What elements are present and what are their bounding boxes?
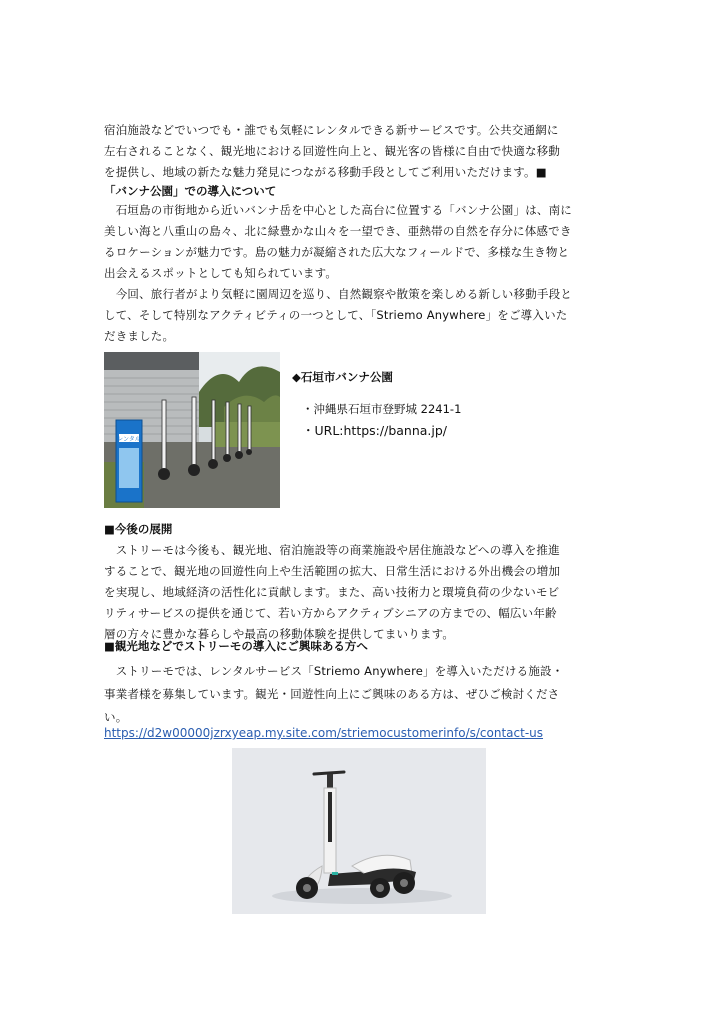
interest-line: ストリーモでは、レンタルサービス「Striemo Anywhere」を導入いただける施設・ [104,664,564,678]
banna-line: だきました。 [104,329,175,343]
intro-line: を提供し、地域の新たな魅力発見につながる移動手段としてご利用いただけます。■ [104,165,547,179]
future-line: ストリーモは今後も、観光地、宿泊施設等の商業施設や居住施設などへの導入を推進 [104,543,560,557]
future-section-heading: ■今後の展開 [104,522,173,536]
interest-section-heading: ■観光地などでストリーモの導入にご興味ある方へ [104,639,368,653]
banna-line: 美しい海と八重山の島々、北に緑豊かな山々を一望でき、亜熱帯の自然を存分に体感でき [104,224,572,238]
banna-paragraph [104,200,624,347]
striemo-scooter-photo [232,748,486,914]
future-paragraph [104,540,624,645]
rental-sign-text: レンタル [117,436,141,443]
banna-line: 今回、旅行者がより気軽に園周辺を巡り、自然観察や散策を楽しめる新しい移動手段と [104,287,572,301]
banna-line: るロケーションが魅力です。島の魅力が凝縮された広大なフィールドで、多様な生き物と [104,245,570,259]
park-address: ・沖縄県石垣市登野城 2241-1 [302,402,462,416]
banna-line: 出会えるスポットとしても知られています。 [104,266,338,280]
intro-line: 宿泊施設などでいつでも・誰でも気軽にレンタルできる新サービスです。公共交通網に [104,123,559,137]
future-line: を実現し、地域経済の活性化に貢献します。また、高い技術力と環境負荷の少ないモビ [104,585,560,599]
banna-line: 石垣島の市街地から近いバンナ岳を中心とした高台に位置する「バンナ公園」は、南に [104,203,572,217]
interest-paragraph [104,660,624,729]
park-url[interactable]: ・URL:https://banna.jp/ [302,423,448,438]
interest-line: い。 [104,710,128,724]
banna-line: して、そして特別なアクティビティの一つとして、「Striemo Anywhere」をご導入いた [104,308,568,322]
banna-section-heading: 「バンナ公園」での導入について [104,184,277,198]
park-name: ◆石垣市バンナ公園 [292,370,393,384]
future-line: リティサービスの提供を通じて、若い方からアクティブシニアの方までの、幅広い年齢 [104,606,557,620]
intro-line: 左右されることなく、観光地における回遊性向上と、観光客の皆様に自由で快適な移動 [104,144,561,158]
interest-line: 事業者様を募集しています。観光・回遊性向上にご興味のある方は、ぜひご検討くださ [104,687,560,701]
future-line: することで、観光地の回遊性向上や生活範囲の拡大、日常生活における外出機会の増加 [104,564,561,578]
future-line: 層の方々に豊かな暮らしや最高の移動体験を提供してまいります。 [104,627,455,641]
contact-link[interactable]: https://d2w00000jzrxyeap.my.site.com/striemocustomerinfo/s/contact-us [104,726,544,740]
banna-park-scooters-photo [104,352,280,508]
intro-paragraph [104,120,624,183]
